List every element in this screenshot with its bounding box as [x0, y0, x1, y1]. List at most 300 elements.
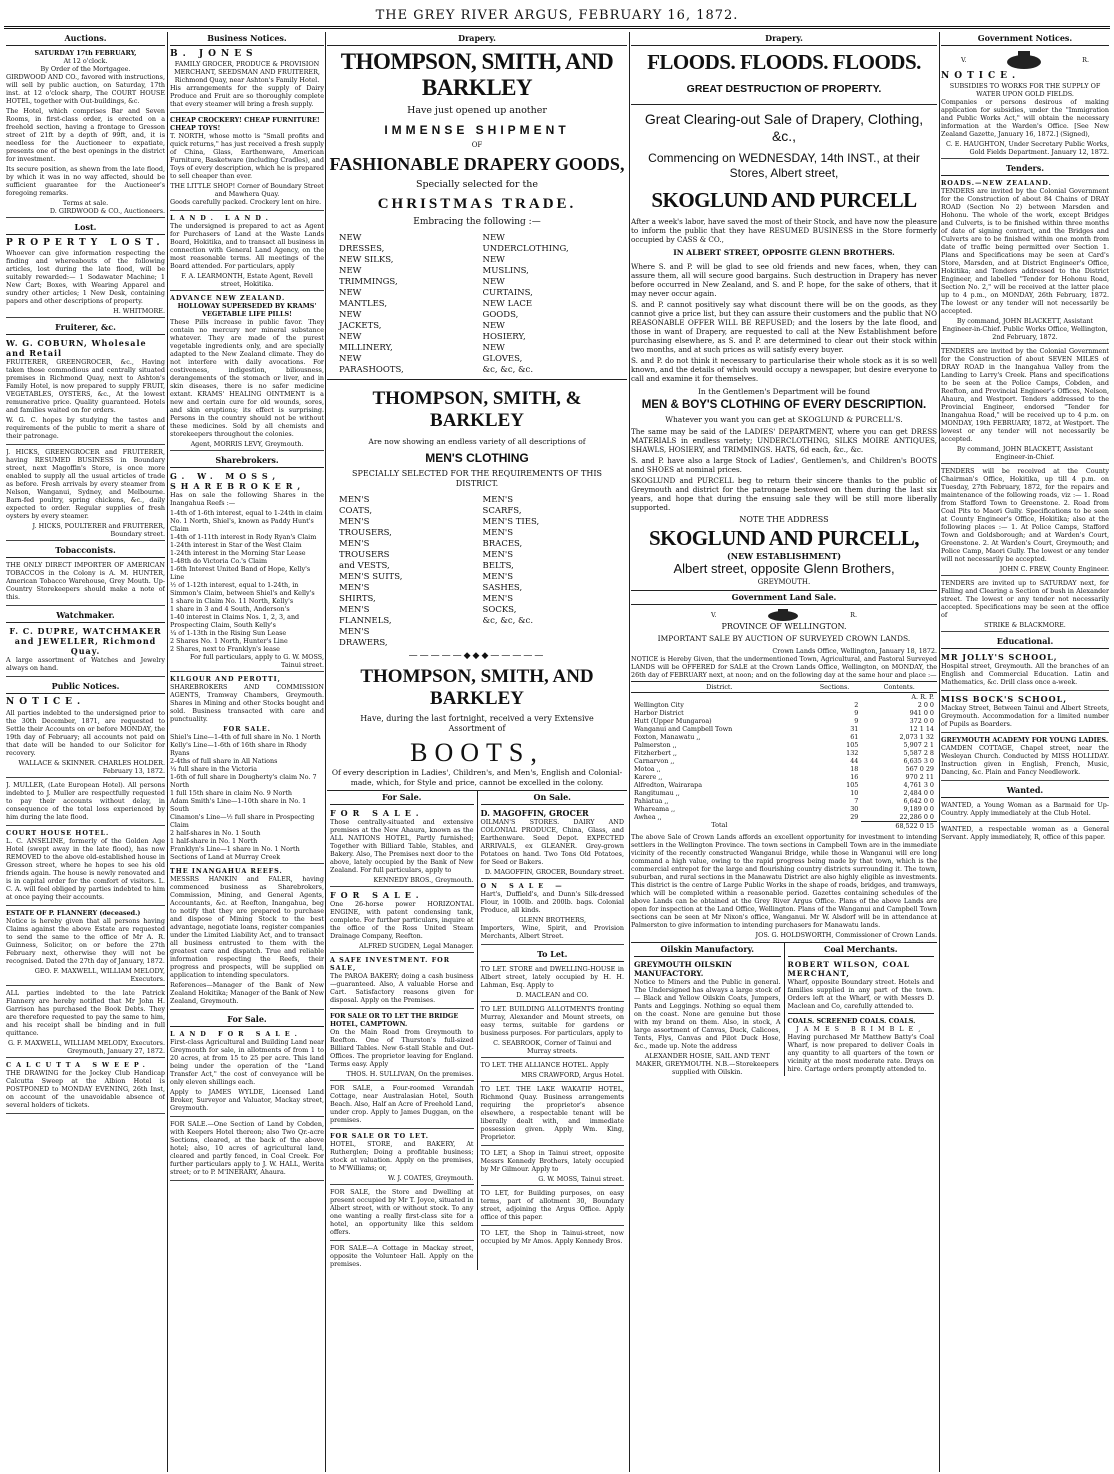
ad-subtitle: JAMES BRIMBLE,: [796, 1025, 926, 1034]
ad-body: Notice to Miners and the Public in general. The Undersigned has always a large stock of— Black and Yellow Oilskin Coats, Jumpers, Pants and Leggings. Nothing so equal them on the coast. None are genuine but those with my brand on them. Also, in stock, A large assortment of Canvas, Duck, Calicoes, Tents, Flys, Canvas and Pilot Duck Hose, &c., made up. Note the address: [634, 978, 781, 1051]
table-cell: Palmerston ,,: [634, 740, 677, 749]
ad-body: The PAROA BAKERY; doing a cash business—guaranteed. Also, A valuable Horse and Cart. Satisfactory reasons given for disposal. Apply on the Premises.: [330, 971, 474, 1004]
ad-body: HOTEL, STORE, and BAKERY, At Rutherglen; Doing a profitable business; stock at valuation. Apply on the premises, to M'Williams; or,: [330, 1139, 474, 1172]
table-cell: Pahiatua ,,: [634, 796, 669, 805]
small-ads-block: [327, 790, 627, 1270]
land-table: [631, 681, 937, 830]
list-item: MEN'S BELTS,: [482, 549, 514, 571]
ad-signature: G. F. MAXWELL, WILLIAM MELODY, Executors. Greymouth, January 27, 1872.: [7, 1038, 165, 1055]
ad-signature: ALFRED SUGDEN, Legal Manager.: [359, 941, 474, 950]
table-cell: Fitzherbert ,,: [634, 748, 677, 757]
section-heading-oilskin: Oilskin Manufactory.: [634, 943, 781, 957]
list-item: MEN'S SASHES,: [482, 571, 523, 593]
section-heading-tenders: Tenders.: [941, 162, 1109, 176]
ad-signature: By command, JOHN BLACKETT, Assistant Engineer-in-Chief.: [956, 445, 1094, 462]
gents-dept: In the Gentlemen's Department will be found: [697, 386, 871, 396]
section-heading-government-notices: Government Notices.: [941, 32, 1109, 46]
ad-title: D. MAGOFFIN, GROCER: [480, 807, 589, 818]
ad-title: COURT HOUSE HOTEL.: [6, 828, 110, 837]
divider: [327, 379, 627, 380]
tsb-mens-clothing: MEN'S CLOTHING: [425, 450, 529, 465]
section-heading-public-notices: Public Notices.: [6, 680, 165, 694]
list-item: NEW GLOVES,: [482, 342, 523, 364]
oilskin-column: [631, 943, 784, 1077]
table-cell: 22,286 0 0: [899, 812, 934, 821]
note-address: NOTE THE ADDRESS: [739, 515, 829, 525]
share-list-item: 2 half-shares in No. 1 South: [170, 829, 261, 838]
table-cell: 2: [854, 700, 859, 709]
table-cell: Whareama ,,: [634, 804, 676, 813]
ad-body: A large assortment of Watches and Jewelry always on hand.: [6, 656, 165, 673]
ad-signature: MRS CRAWFORD, Argus Hotel.: [521, 1070, 624, 1079]
crest-row: [941, 49, 1109, 71]
ad-boundary-allotment: [481, 1189, 625, 1226]
ad-body: Whoever can give information respecting the finding and whereabouts of the following articles, lost during the late flood, will be suitably rewarded:— 1 Sodawater Machine; 1 New Cart; Boxes, with Wearing Apparel and sundry other articles; 1 New Desk, containing papers and other descriptions of property.: [6, 249, 165, 306]
v-letter: V.: [711, 611, 717, 620]
table-cell: Rangitumau ,,: [634, 788, 680, 797]
list-item: NEW MANTLES,: [339, 287, 388, 309]
table-cell: Alfredton, Wairarapa: [634, 780, 703, 789]
ad-body: Has on sale the following Shares in the Inangahua Reefs :—: [170, 491, 324, 508]
table-cell: 12 1 14: [909, 724, 934, 733]
ad-signature: By command, JOHN BLACKETT, Assistant Engineer-in-Chief. Public Works Office, Wellington, 2nd February, 1872.: [942, 317, 1108, 342]
clearing-sale: Great Clearing-out Sale of Drapery, Clothing, &c.,: [644, 111, 924, 145]
table-cell: Carnarvon ,,: [634, 756, 675, 765]
mens-list-left: [339, 495, 471, 649]
table-cell: 2 0 0: [917, 700, 934, 709]
section-heading-for-sale: For Sale.: [330, 791, 474, 805]
ad-subtitle: THE LITTLE SHOP! Corner of Boundary Street and Mawhera Quay.: [170, 182, 324, 199]
ad-signature: Agent, MORRIS LEVY, Greymouth.: [190, 440, 304, 449]
ad-title: GREYMOUTH OILSKIN MANUFACTORY.: [634, 959, 732, 978]
ad-title: ADVANCE NEW ZEALAND.: [170, 294, 286, 303]
table-cell: 970 2 11: [905, 772, 934, 781]
ad-date: SATURDAY 17th FEBRUARY,: [34, 49, 137, 57]
section-heading-on-sale: On Sale.: [481, 791, 625, 805]
ad-county-tender: [941, 467, 1109, 576]
list-item: MEN'S SHIRTS,: [339, 582, 376, 604]
table-row: [631, 797, 937, 805]
ad-title: FOR SALE.: [330, 889, 424, 900]
ad-body: Its secure position, as shewn from the late flood, by which it was in no way affected, should be sufficient guarantee for the Auctioneer's foregoing remarks.: [6, 165, 165, 197]
section-heading-educational: Educational.: [941, 635, 1109, 649]
tsb-of: OF: [471, 140, 483, 149]
ad-cottage-south-beach: [330, 1084, 474, 1129]
list-item: MEN'S FLANNELS,: [339, 604, 392, 626]
ad-body: TO LET. BUILDING ALLOTMENTS fronting Murray, Alexander and Mount streets, on easy terms, suitable for gardens or business purposes. For particulars, apply to: [480, 1004, 624, 1037]
ad-body: The above Sale of Crown Lands affords an excellent opportunity for investment to intending settlers in the Wellington Province. The town sections in Campbell Town are in the immediate vicinity of the recently constructed Wanganui Bridge, while those in Wanganui will ere long command a high value, owing to the rapid progress being made by that town, which is the commercial entrepot for the large and flourishing country districts surrounding it. The town, suburban, and rural sections in the Manawatu District are also highly eligible as investments. This district is the centre of Large Public Works in the shape of roads, bridges, and tramways, which will be completed within a reasonable period. Gazettes containing schedules of the above Lands can be obtained at the Grey River Argus Office. Plans of the above Lands are open for inspection at the Land Office, Wellington. Plans of the Wanganui and Campbell Town sections can be seen at Mr Nixon's office, Wanganui. Mr W. Alsdorf will be in attendance at Palmerston to give information to intending purchasers for Manawatu lands.: [631, 832, 937, 929]
ad-title: F. C. DUPRE, WATCHMAKER and JEWELLER, Richmond Quay.: [9, 626, 162, 657]
ad-title: FOR SALE.: [330, 807, 424, 818]
ad-body: Importers, Wine, Spirit, and Provision Merchants, Albert Street.: [480, 923, 624, 940]
ad-body: Wharf, opposite Boundary street. Hotels and families supplied in any part of the town. Orders left at the Wharf, or with Messrs D. Maclean and Co, carefully attended to.: [787, 978, 934, 1011]
ad-body: S. and P. do not think it necessary to particularise their whole stock as it is so well known, and the details of which would occupy a newspaper, but desire everyone to call and examine it for themselves.: [631, 355, 937, 383]
ad-jolly-school: [941, 652, 1109, 691]
table-cell: 7: [854, 796, 859, 805]
ad-paroa-bakery: [330, 956, 474, 1009]
ad-title: PROPERTY LOST.: [6, 238, 165, 248]
share-list-item: 2 Shares No. 1 North, Hunter's Line: [170, 637, 288, 646]
share-list-item: 1-24th interest in Star of the West Claim: [170, 541, 302, 550]
ad-title: NOTICE.: [6, 697, 86, 708]
section-heading-business-notices: Business Notices.: [170, 32, 324, 46]
ad-body: TENDERS are invited by the Colonial Government for the Construction of about 84 Chains of DRAY ROAD (Section No 2) between Marsden and Hohonu. The whole of the work, except Bridges and Culverts, is to be finished within three months of date of signing contract, and the Bridges and Culverts are to be finished within one month from date of traffic being permitted over Section 1. Plans and Specifications may be seen at Card's Store, Marsden, and at District Engineer's Office, Hokitika; and Tenders addressed to the District Engineer, and labelled "Tender for Hohonu Road, Section No. 2," will be received at the latter place up to 4 p.m., on MONDAY, 26th February, 1872. The lowest or any tender will not necessarily be accepted.: [941, 187, 1109, 316]
section-heading-drapery: Drapery.: [631, 32, 937, 46]
section-heading-lost: Lost.: [6, 221, 165, 235]
ad-signature: D. MAGOFFIN, GROCER, Boundary street.: [484, 867, 624, 876]
ad-title: ON SALE —: [480, 881, 567, 890]
ad-body: J. MULLER, (Late European Hotel). All persons indebted to J. Muller are respectfully requested to pay their accounts without delay, in consequence of the total loss experienced by him during the late flood.: [6, 780, 165, 821]
tsb-christmas: CHRISTMAS TRADE.: [377, 195, 577, 212]
ad-body: One 26-horse power HORIZONTAL ENGINE, with patent condensing tank, complete. For further particulars, inquire at the office of the Ross United Steam Drainage Company, Reefton.: [330, 899, 474, 940]
section-heading-auctions: Auctions.: [6, 32, 165, 46]
crest-row: [631, 608, 937, 622]
section-heading-to-let: To Let.: [481, 948, 625, 962]
great-destruction: GREAT DESTRUCTION OF PROPERTY.: [686, 83, 882, 95]
table-cell: 105: [846, 740, 859, 749]
table-cell: 9: [854, 716, 859, 725]
ad-body: TO LET, for Building purposes, on easy terms, part of allotment 30, Boundary street, adjoining the Argus Office. Apply office of this paper.: [480, 1188, 624, 1221]
ad-body: On the Main Road from Greymouth to Reefton. One of Thurston's full-sized Billiard Tables. New 6-stall Stable and Out-Offices. The proprietor leaving for England. Terms easy. Apply: [330, 1027, 474, 1068]
ad-body: First-class Agricultural and Building Land near Greymouth for sale, in allotments of from 1 to 20 acres, at from 15 to 25 per acre. This land being under the operation of the "Land Transfer Act," the cost of conveyance will be only eleven shillings each.: [170, 1038, 324, 1087]
ad-body: After a week's labor, have saved the most of their Stock, and have now the pleasure to inform the public that they have RESUMED BUSINESS in the Store formerly occupied by CASS & CO.,: [631, 217, 937, 245]
table-units: A. R. P.: [911, 692, 934, 701]
table-cell: 6,635 3 0: [903, 756, 934, 765]
ad-body: THE ONLY DIRECT IMPORTER OF AMERICAN TOBACCOS in the Colony is A. M. HUNTER, American Tobacco Warehouse, Grey Mouth. Up-Country Storekeepers should make a note of this.: [6, 561, 165, 602]
ad-academy: [941, 736, 1109, 781]
tsb-showing: Are now showing an endless variety of all descriptions of: [368, 436, 586, 446]
ad-title: FOR SALE OR TO LET.: [330, 1131, 429, 1140]
column-rule: [629, 32, 630, 1472]
ad-body: Where S. and P. will be glad to see old friends and new faces, when, they can assure them, all will secure good bargains. Such destruction in Drapery has never before occurred in New Zealand, and S. and P. hope, for the sake of others, that it may never occur again.: [631, 261, 937, 298]
ad-court-house-auction: [6, 49, 165, 218]
ad-wanted-servant: [941, 825, 1109, 841]
column-5: [941, 32, 1109, 843]
ad-title: LAND FOR SALE.: [170, 1030, 302, 1039]
share-list-item: 2-4ths of full share in All Nations: [170, 757, 278, 766]
ad-signature: J. HICKS, POULTERER and FRUITERER, Boundary street.: [32, 522, 165, 539]
list-item: MEN'S SCARFS,: [482, 494, 522, 516]
ad-title: A SAFE INVESTMENT. FOR SALE,: [330, 955, 451, 972]
table-header: Contents.: [861, 681, 937, 692]
divider: [788, 1013, 935, 1014]
list-item: MEN'S TROUSERS,: [339, 516, 392, 538]
table-cell: 18: [850, 764, 859, 773]
ad-body: THE DRAWING for the Jockey Club Handicap Calcutta Sweep at the Albion Hotel is POSTPONED to MONDAY EVENING, 26th Inst, on account of the unavoidable absence of several holders of tickets.: [6, 1068, 165, 1109]
table-row: [631, 741, 937, 749]
commencing: Commencing on WEDNESDAY, 14th INST., at their Stores, Albert street,: [648, 151, 920, 181]
ad-signature: KENNEDY BROS., Greymouth.: [373, 875, 474, 884]
table-cell: 105: [846, 780, 859, 789]
v-letter: V.: [961, 56, 967, 64]
ad-body: TENDERS are invited by the Colonial Government for the Construction of about SEVEN MILES of DRAY ROAD in the Inangahua Valley from the Landing to Larry's Creek. Plans and specifications to be seen at the Police Camps, Cobden, and Reefton, and Provincial Engineer's Offices, Nelson, Ahaura, and Westport. Tenders addressed to the Provincial Engineer, endorsed "Tender for Inangahua Road," will be received up to 4 p.m. on MONDAY, 19th FEBRUARY, 1872, at Westport. The lowest or any tender will not necessarily be accepted.: [941, 347, 1109, 444]
ad-body: T. NORTH, whose motto is "Small profits and quick returns," has just received a fresh supply of China, Glass, Earthenware, American Furniture, Basketware (including Cradles), and Toys of every description, which he is prepared to sell cheaper than ever.: [170, 132, 324, 181]
ad-title: COALS. SCREENED COALS. COALS.: [787, 1017, 916, 1026]
table-cell: 44: [850, 756, 859, 765]
table-cell: 2,073 1 32: [899, 732, 934, 741]
ad-title: CALCUTTA SWEEP.: [6, 1060, 150, 1069]
column-1: [6, 32, 165, 1117]
ad-muller: [6, 781, 165, 826]
table-cell: 941 0 0: [909, 708, 934, 717]
ad-body: SKOGLUND and PURCELL beg to return their sincere thanks to the public of Greymouth and district for the patronage bestowed on them during the last six years, and hope that during the ensuing sale they will be still more liberally supported.: [631, 476, 937, 513]
ad-signature: GLENN BROTHERS,: [518, 915, 586, 924]
table-header: Sections.: [808, 681, 862, 692]
ad-body: References—Manager of the Bank of New Zealand Hokitika; Manager of the Bank of New Zealand, Greymouth.: [170, 981, 324, 1006]
ad-body: WANTED, a respectable woman as a General Servant. Apply immediately, R, office of this paper.: [941, 825, 1109, 842]
tsb-immense: IMMENSE SHIPMENT: [384, 122, 570, 137]
tsb-specially: SPECIALLY SELECTED FOR THE REQUIREMENTS OF THIS DISTRICT.: [352, 468, 602, 488]
table-row: [631, 757, 937, 765]
table-total-row: [631, 821, 937, 830]
ad-body: TO LET, a Shop in Tainui street, opposite Messrs Kennedy Brothers, lately occupied by Mr Gilmour. Apply to: [480, 1148, 624, 1173]
ad-signature: WALLACE & SKINNER. CHARLES HOLDER. February 13, 1872.: [18, 758, 165, 775]
ad-amos-shop: [481, 1229, 625, 1245]
albert-street: IN ALBERT STREET, OPPOSITE GLENN BROTHERS.: [673, 248, 895, 258]
share-list-item: 1 share in Claim No. 11 North, Kelly's: [170, 597, 294, 606]
ad-hicks: [6, 448, 165, 541]
ad-signature: STRIKE & BLACKMORE.: [984, 621, 1066, 630]
table-cell: 31: [850, 724, 859, 733]
ad-title: MISS BOCK'S SCHOOL,: [941, 694, 1068, 705]
ad-signature: D. MACLEAN and CO.: [516, 990, 589, 999]
ad-bock-school: [941, 694, 1109, 733]
list-item: NEW SILKS,: [339, 254, 394, 265]
section-heading-drapery: Drapery.: [327, 32, 627, 46]
tsb-opened: Have just opened up another: [407, 105, 547, 116]
tsb-title: THOMPSON, SMITH, AND BARKLEY: [340, 49, 614, 100]
ad-signature: C. SEABROOK, Corner of Tainui and Murray streets.: [493, 1038, 612, 1055]
share-list-item: 1 half-share in No. 1 North: [170, 837, 258, 846]
table-cell: Awhea ,,: [634, 812, 662, 821]
list-item: NEW PARASHOOTS,: [339, 353, 404, 375]
table-row: [631, 709, 937, 717]
mens-list-right: [483, 495, 615, 649]
table-cell: 29: [850, 812, 859, 821]
column-2: [170, 32, 324, 1184]
table-row: [631, 733, 937, 741]
ad-body: Notice is hereby given that all persons having Claims against the above Estate are requested to send the same to the office of Mr A. R. Guinness, Solicitor, on or before the 27th February next, otherwise they will not be recognised. Dated the 27th day of January, 1872.: [6, 916, 165, 965]
important-sale: IMPORTANT SALE BY AUCTION OF SURVEYED CROWN LANDS.: [657, 634, 911, 644]
ad-body: Having purchased Mr Matthew Batty's Coal Wharf, is now prepared to deliver Coals in any quantity to all quarters of the town or vicinity at the most moderate rate. Drays on hire. Cartage orders promptly attended to.: [787, 1033, 934, 1074]
ad-signature: THOS. H. SULLIVAN, On the premises.: [346, 1069, 474, 1078]
ad-body: TENDERS are invited up to SATURDAY next, for Falling and Clearing a Section of bush in Alexander street. The lowest or any tender not necessarily accepted. Specifications may be seen at the office of: [941, 579, 1109, 620]
ad-signature: For full particulars, apply to G. W. MOSS, Tainui street.: [190, 653, 324, 670]
ad-title: ROBERT WILSON, COAL MERCHANT,: [787, 959, 910, 978]
ad-body: NOTICE is Hereby Given, that the undermentioned Town, Agricultural, and Pastoral Surveyed LANDS will be OFFERED for SALE at the Crown Lands Office, Wellington, on MONDAY, the 26th day of FEBRUARY next, at noon; and on the following day at the same hour and place :—: [631, 654, 937, 679]
ad-notice-wallace: [6, 697, 165, 777]
ad-body: TO LET. THE LAKE WAKATIP HOTEL, Richmond Quay. Business arrangements requiring the proprietor's absence elsewhere, a respectable tenant will be liberally dealt with, and immediate possession given. Apply Wm. King, Proprietor.: [480, 1084, 624, 1141]
ad-coburn: [6, 338, 165, 445]
ornament-divider: —————◆◆◆—————: [408, 650, 546, 661]
table-cell: Hutt (Upper Mungaroa): [634, 716, 712, 725]
table-cell: 10: [850, 788, 859, 797]
ad-time: At 12 o'clock.: [63, 57, 108, 65]
list-item: NEW TRIMMINGS,: [339, 265, 398, 287]
column-rule: [939, 32, 940, 1472]
list-item: &c, &c, &c.: [482, 615, 534, 626]
table-total-label: Total: [711, 821, 728, 830]
share-list-item: 1-24th interest in the Morning Star Lease: [170, 549, 306, 558]
ad-title: THE INANGAHUA REEFS.: [170, 867, 283, 876]
ad-signature: ALEXANDER HOSIE, SAIL AND TENT MAKER, GREYMOUTH. N.B.—Storekeepers supplied with Oilskin.: [635, 1052, 779, 1077]
ad-title: W. G. COBURN, Wholesale and Retail: [6, 338, 147, 359]
ad-terms: Terms at sale.: [62, 199, 109, 207]
share-list-item: Franklyn's Line—1 share in No. 1 North Sections of Land at Murray Creek: [170, 845, 300, 862]
r-letter: R.: [1082, 56, 1089, 64]
greymouth: GREYMOUTH.: [757, 577, 811, 586]
table-cell: Karere ,,: [634, 772, 663, 781]
ad-falling-tender: [941, 579, 1109, 632]
ad-body: The Hotel, which comprises Bar and Seven Rooms, in first-class order, is erected on a freehold section, having a frontage to Gresson street of 21ft by a depth of 99ft, and, it is needless for the Auctioneer to expatiate, presents one of the best openings in the district for investment.: [6, 107, 165, 163]
tsb-every: Of every description in Ladies', Children's, and Men's, English and Colonial-made, which, for Style and price, cannot be excelled in the colony.: [331, 768, 623, 787]
ad-glenn-flour: [481, 882, 625, 945]
share-list-item: 1-48th do Victoria Co.'s Claim: [170, 557, 268, 566]
share-list-item: Adam Smith's Line—1-10th share in No. 1 South: [170, 797, 307, 814]
ad-title: KILGOUR AND PEROTTI,: [170, 675, 281, 684]
table-cell: 4,761 3 0: [903, 780, 934, 789]
ad-body: Goods carefully packed. Crockery lent on hire.: [170, 198, 322, 207]
ad-title: FOR SALE OR TO LET THE BRIDGE HOTEL, CAMPTOWN.: [330, 1011, 459, 1028]
ad-signature: JOHN C. FREW, County Engineer.: [999, 565, 1109, 574]
drapery-list: [327, 233, 627, 376]
table-row: [631, 813, 937, 822]
tsb-fortnight: Have, during the last fortnight, received a very Extensive Assortment of: [360, 714, 594, 734]
table-cell: Wellington City: [634, 700, 684, 709]
ad-body: ALL parties indebted to the late Patrick Flannery are hereby notified that Mr John H. Garrison has purchased the Book Debts. They are therefore requested to pay the same to him, and his receipt shall be binding and in full quittance.: [6, 988, 165, 1037]
list-item: MEN'S COATS,: [339, 494, 373, 516]
ad-body: His arrangements for the supply of Dairy Produce and Fruit are so thoroughly complete that every steamer will bring a fresh supply.: [170, 84, 324, 109]
ad-signature: G. W. MOSS, Tainui street.: [538, 1174, 624, 1183]
ad-to-let-allotments: [481, 1005, 625, 1058]
province: PROVINCE OF WELLINGTON.: [721, 622, 847, 632]
ad-hunter: [6, 561, 165, 606]
list-item: NEW JACKETS,: [339, 309, 382, 331]
ad-title: CHEAP CROCKERY! CHEAP FURNITURE! CHEAP TOYS!: [170, 116, 320, 133]
table-cell: Harbor District: [634, 708, 684, 717]
table-total-value: 68,522 0 15: [861, 821, 937, 830]
tsb-boots: BOOTS,: [410, 738, 544, 768]
list-item: MEN'S BRACES,: [482, 527, 523, 549]
share-list-item: 2 Shares, next to Franklyn's lease: [170, 645, 280, 654]
column-3: [327, 32, 627, 1270]
ad-body: Those centrally-situated and extensive premises at the New Ahaura, known as the ALL NATIONS HOTEL, Partly furnished; Together with Billiard Table, Stables, and Bakery. Also, The Premises next door to the above, lately occupied by the Bank of New Zealand. For full particulars, apply to: [330, 817, 474, 874]
ad-signature: GEO. F. MAXWELL, WILLIAM MELODY, Executors.: [34, 966, 165, 983]
ad-land-for-sale: [170, 1030, 324, 1117]
ad-body: CAMDEN COTTAGE, Chapel street, near the Wesleyan Church. Conducted by MISS HOLLIDAY. Instruction given in English, French, Music, Dancing, &c. Plain and Fancy Needlework.: [941, 744, 1109, 777]
share-list-item: 1 full 15th share in claim No. 9 North: [170, 789, 293, 798]
ad-body: Companies or persons desirous of making application for subsidies, under the "Immigration and Public Works Act," will obtain the necessary information at the Warden's Office. [See New Zealand Gazette, January 16, 1872.] (Signed),: [941, 98, 1109, 139]
table-cell: 132: [846, 748, 859, 757]
drapery-list-left: [339, 233, 471, 376]
tsb-fashion: FASHIONABLE DRAPERY GOODS,: [329, 153, 625, 174]
ad-dray-road-tender: [941, 347, 1109, 464]
table-row: [631, 701, 937, 709]
ad-all-nations: [330, 808, 474, 887]
ad-dupre: [6, 626, 165, 677]
ad-bridge-hotel: [330, 1012, 474, 1081]
ad-body: All parties indebted to the undersigned prior to the 30th December, 1871, are requested to Settle their Accounts on or before MONDAY, the 19th day of February; all accounts not paid on that date will be handed to our Solicitor for recovery.: [6, 708, 165, 757]
ad-joyce-store: [330, 1188, 474, 1241]
list-item: NEW LACE GOODS,: [482, 298, 533, 320]
ad-rutherglen: [330, 1132, 474, 1185]
ad-magoffin: [481, 808, 625, 879]
royal-crest-icon: [1004, 49, 1044, 71]
ad-mackay-cottage: [330, 1244, 474, 1268]
table-cell: Wanganui and Campbell Town: [634, 724, 733, 733]
ad-signature: H. WHITMORE.: [113, 307, 165, 316]
ad-kilgour: [170, 675, 324, 864]
ad-body: FOR SALE—A Cottage in Mackay street, opposite the Volunteer Hall. Apply on the premises.: [330, 1243, 474, 1268]
ad-engine: [330, 890, 474, 953]
ad-title: MR JOLLY'S SCHOOL,: [941, 652, 1058, 663]
share-list-item: 1-6th of full share in Dougherty's claim No. 7 North: [170, 773, 317, 790]
ad-cobden-hotel: [170, 1120, 324, 1181]
drapery-list-right: [483, 233, 615, 376]
list-item: NEW CURTAINS,: [482, 276, 533, 298]
table-cell: Foxton, Manawatu ,,: [634, 732, 701, 741]
ad-body: FOR SALE, the Store and Dwelling at present occupied by Mr T. Joyce, situated in Albert street, with or without stock. To any one wanting a really first-class site for a hotel, an opportunity like this seldom offers.: [330, 1187, 474, 1236]
ad-body: SHAREBROKERS AND COMMISSION AGENTS, Tramway Chambers, Greymouth. Shares in Mining and other Stocks bought and sold. Business transacted with care and punctuality.: [170, 683, 324, 724]
table-cell: 6,642 0 0: [903, 796, 934, 805]
list-item: MEN'S TROUSERS and VESTS,: [339, 538, 390, 571]
ad-calcutta-sweep: [6, 1061, 165, 1114]
ad-subtitle: FAMILY GROCER, PRODUCE & PROVISION MERCHANT, SEEDSMAN AND FRUITERER, Richmond Quay, near Ashton's Family Hotel.: [174, 60, 320, 85]
ad-body: L. C. ANSELINE, formerly of the Golden Age Hotel (swept away in the late flood), has now REMOVED to the above old-established house in Gresson street, where he hopes to see his old friends again. The house is newly renovated and is in capital order for the comfort of visitors. L. C. A. will feel obliged by parties indebted to him at once paying their accounts.: [6, 836, 165, 901]
list-item: NEW UNDERCLOTHING,: [482, 232, 569, 254]
ad-body: MESSRS HANKIN and FALER, having commenced business as Sharebrokers, Commission, Mining, and General Agents, Accountants, &c. at Reefton, Inangahua, beg to notify that they are prepared to purchase and dispose of Mining Stock to the best advantage, negotiate loans, register companies under the Limited Liability Act, and to transact all business entrusted to them with the greatest care and dispatch. True and reliable information respecting the Reefs, their progress and prospects, will be supplied on application to intending speculators.: [170, 875, 324, 980]
ad-subtitle: SUBSIDIES TO WORKS FOR THE SUPPLY OF WATER UPON GOLD FIELDS.: [949, 82, 1101, 99]
small-ads-right: [477, 791, 628, 1270]
ad-title: G. W. MOSS, SHAREBROKER,: [170, 471, 306, 492]
ad-body: WANTED, a Young Woman as a Barmaid for Up-Country. Apply immediately at the Club Hotel.: [941, 801, 1109, 818]
table-row: [631, 717, 937, 725]
floods-title: FLOODS. FLOODS. FLOODS.: [647, 50, 921, 74]
ad-jones: [170, 49, 324, 113]
masthead: THE GREY RIVER ARGUS, FEBRUARY 16, 1872.: [375, 8, 739, 23]
small-ads-left: [327, 791, 477, 1270]
masthead-rule: [4, 26, 1110, 29]
ad-roads-tender: [941, 179, 1109, 344]
ad-title: ROADS.—NEW ZEALAND.: [941, 179, 1052, 188]
ad-wanted-barmaid: [941, 801, 1109, 822]
list-item: MEN'S TIES,: [482, 516, 540, 527]
ad-body: TENDERS will be received at the County Chairman's Office, Hokitika, up till 4 p.m. on Tuesday, 27th February, 1872, for the repairs and maintenance of the following roads, viz :— 1. Road from Stafford Town to Greenstone. 2. Road from Coal Pits to Maori Gully. Specifications to be seen at County Engineer's Office, Hokitika; also at the following places :— 1. At Police Camps, Stafford Town and Goldsborough; and at Warden's Court, Greenstone. 2. At Warden's Court, Greymouth; and Police Camp, Maori Gully. The lowest or any tender will not necessarily be accepted.: [941, 467, 1109, 564]
ad-order: By Order of the Mortgagee.: [40, 65, 131, 73]
ad-title: NOTICE.: [941, 71, 1021, 81]
table-row: [631, 725, 937, 733]
skoglund-title-2: SKOGLUND AND PURCELL,: [648, 526, 920, 551]
ad-body: Apply to JAMES WYLDE, Licensed Land Broker, Surveyor and Valuator, Mackay street, Greymouth.: [170, 1088, 324, 1113]
skoglund-title: SKOGLUND AND PURCELL: [651, 188, 917, 213]
new-establishment: (NEW ESTABLISHMENT): [726, 551, 842, 562]
share-list-item: ½ of 1-12th interest, equal to 1-24th, in Simmon's Claim, between Shiel's and Kelly's: [170, 581, 315, 598]
list-item: NEW MUSLINS,: [482, 254, 529, 276]
ad-body: The same may be said of the LADIES' DEPARTMENT, where you can get DRESS MATERIALS in endless variety; UNDERCLOTHING, SILKS MOIRE ANTIQUES, SHAWLS, HOSIERY, and TRIMMINGS. HATS, 6d each, &c., &c.: [631, 427, 937, 455]
ad-body: GIRDWOOD AND CO., favored with instructions, will sell by public auction, on Saturday, 17th inst. at 12 o'clock sharp, The COURT HOUSE HOTEL, together with Out-buildings, &c.: [6, 73, 165, 105]
men-boys-clothing: MEN & BOY'S CLOTHING OF EVERY DESCRIPTION.: [641, 398, 927, 411]
ad-tainui-shop: [481, 1149, 625, 1186]
ad-signature: D. GIRDWOOD & CO., Auctioneers.: [49, 207, 165, 215]
list-item: NEW DRESSES,: [339, 232, 385, 254]
coal-column: [784, 943, 938, 1077]
ad-signature: C. E. HAUGHTON, Under Secretary Public Works, Gold Fields Department. January 12, 1872.: [946, 140, 1109, 157]
ad-body: FOR SALE, a Four-roomed Verandah Cottage, near Australasian Hotel, South Beach. Also, Half an Acre of Freehold Land, under crop. Apply to James Duggan, on the premises.: [330, 1083, 474, 1124]
table-row: [631, 749, 937, 757]
share-list-item: Kelly's Line—1-6th of 16th share in Rhody Ryans: [170, 741, 307, 758]
table-header: District.: [631, 681, 808, 692]
ad-body: TO LET, the Shop in Tainui-street, now occupied by Mr Amos. Apply Kennedy Bros.: [480, 1228, 624, 1245]
